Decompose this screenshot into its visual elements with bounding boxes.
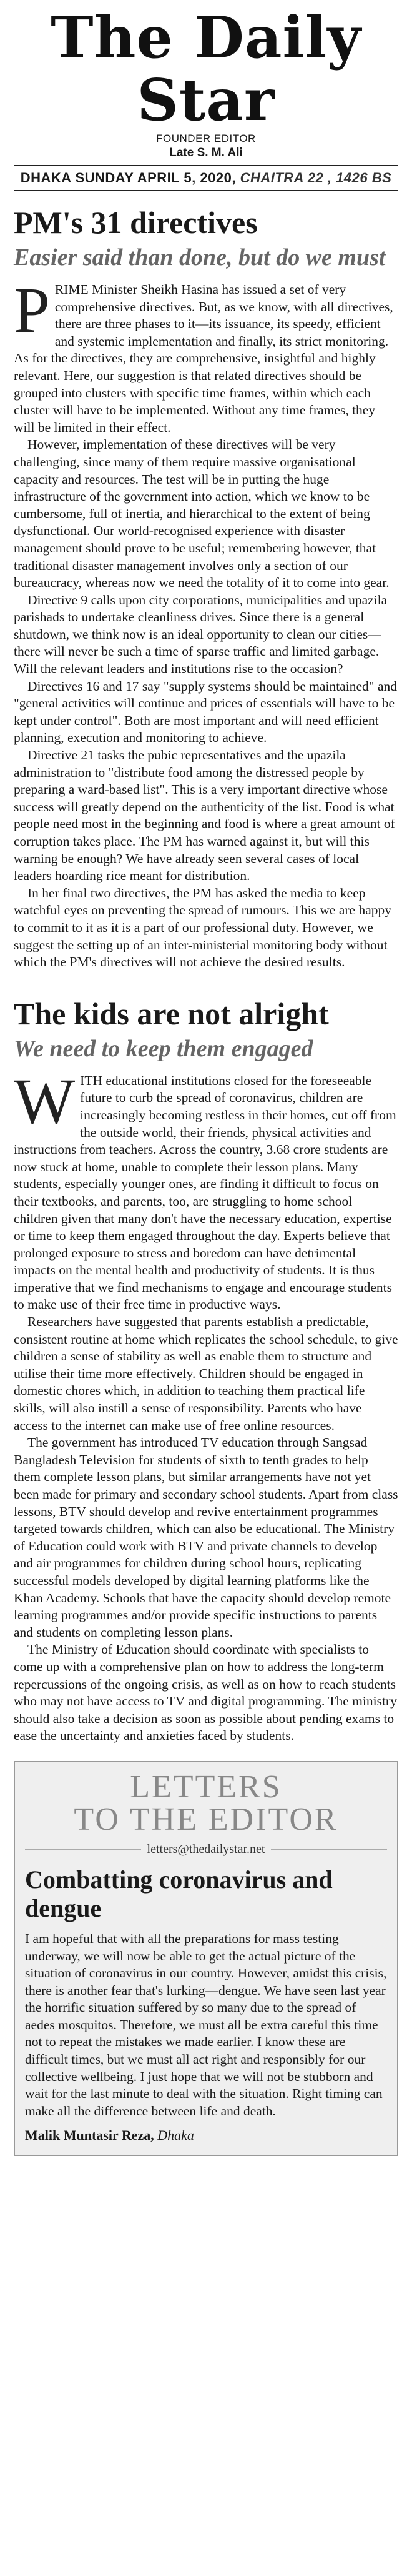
paragraph: Directives 16 and 17 say "supply systems should be maintained" and "general activities will continue and prices of essentials will have to be kept under control". Both are most important and will need efficient planning, execution and monitoring to achieve.: [14, 678, 397, 746]
section-gap: [14, 971, 398, 982]
editorial-kids: [14, 996, 398, 1745]
letters-to-the-editor: [14, 1761, 398, 2157]
paragraph-text: educational institutions closed for the foreseeable future to curb the spread of coronavirus, children are increasingly becoming restless in their homes, cut off from the outside world, their friends, physical activities and instructions from teachers. Across the country, 3.68 crore students are now stuck at home, unable to complete their lesson plans. Many students, especially younger ones, are finding it difficult to focus on their textbooks, and parents, too, are struggling to home school children given that many don't have the necessary education, expertise or time to keep them engaged throughout the day. Experts believe that prolonged exposure to stress and boredom can have detrimental impacts on the mental health and productivity of students. It is thus imperative that we find mechanisms to engage and encourage students to make use of their free time in productive ways.: [14, 1072, 396, 1312]
dateline: [14, 165, 398, 191]
paragraph-text: Minister Sheikh Hasina has issued a set of very comprehensive directives. But, as we know, with all directives, there are three phases to it—its issuance, its speedy, efficient and systemic implementation and finally, its strict monitoring. As for the directives, they are comprehensive, insightful and highly relevant. Here, our suggestion is that related directives should be grouped into clusters with specific time frames, within which each cluster will have to be implemented. Without any time frames, they will be limited in their effect.: [14, 282, 393, 435]
paragraph: Directive 21 tasks the pubic representatives and the upazila administration to "distribute food among the distressed people by preparing a ward-based list". This is a very important directive whose success will greatly depend on the authenticity of the list. Food is what people need most in the beginning and food is where a great amount of corruption takes place. The PM has warned against it, but will this warning be enough? We have already seen several cases of local leaders hoarding rice meant for distribution.: [14, 747, 395, 884]
paragraph: I am hopeful that with all the preparations for mass testing underway, we will now be able to get the actual picture of the situation of coronavirus in our country. However, amidst this crisis, there is another fear that's lurking—dengue. We have seen last year the horrific situation suffered by so many due to the spread of aedes mosquitos. Therefore, we must all be extra careful this time not to repeat the mistakes we made earlier. I know these are difficult times, but we must all act right and responsibly for our collective wellbeing. I just hope that we will not be stubborn and wait for the last minute to deal with the situation. Right timing can make all the difference between life and death.: [25, 1930, 387, 2119]
paragraph: The government has introduced TV education through Sangsad Bangladesh Television for students of sixth to tenth grades to help them complete lesson plans, but similar arrangements have not yet been made for primary and secondary school students. Apart from class lessons, BTV should develop and revive entertainment programmes targeted towards children, which can also be educational. The Ministry of Education could work with BTV and private channels to develop and air programmes for children during school hours, replicating successful models developed by digital learning platforms like the Khan Academy. Schools that have the capacity should develop remote learning programmes and/or provide specific instructions to parents and students on completing lesson plans.: [14, 1435, 398, 1640]
lead-caps: ITH: [80, 1072, 102, 1088]
editorial-subhead: We need to keep them engaged: [14, 1035, 313, 1062]
divider: [271, 1849, 387, 1850]
drop-cap: W: [14, 1065, 76, 1137]
editorial-body: [14, 274, 398, 971]
letters-section-title: [25, 1771, 387, 1836]
letters-email-link[interactable]: letters@thedailystar.net: [147, 1842, 265, 1856]
masthead-title[interactable]: The Daily Star: [51, 4, 361, 134]
bangla-date-text: CHAITRA 22 , 1426 BS: [235, 170, 392, 186]
letters-title-line: LETTERS: [130, 1769, 282, 1805]
divider: [25, 1849, 141, 1850]
letters-email-row: [25, 1842, 387, 1857]
paragraph: Researchers have suggested that parents establish a predictable, consistent routine at home which replicates the school schedule, to give children a sense of stability as well as enable them to structure and utilise their time more effectively. Children should be engaged in domestic chores which, in addition to teaching them practical life skills, will also instill a sense of responsibility. Parents who have access to the internet can make use of free online resources.: [14, 1314, 398, 1433]
editorial-body: [14, 1065, 398, 1745]
editorial-subhead: Easier said than done, but do we must: [14, 244, 386, 271]
paragraph: However, implementation of these directives will be very challenging, since many of them require massive organisational capacity and resources. The test will be in putting the huge infrastructure of the government into action, which we know to be cumbersome, full of inertia, and hierarchical to the extent of being dysfunctional. Our world-recognised experience with disaster management should prove to be useful; remembering however, that traditional disaster management involves only a section of our bureaucracy, whereas now we need the totality of it to come into gear.: [14, 437, 390, 591]
founder-editor-name: Late S. M. Ali: [169, 146, 243, 159]
letter-place: Dhaka: [154, 2127, 194, 2144]
editorial-headline[interactable]: PM's 31 directives: [14, 205, 258, 240]
letter-body: [25, 1930, 387, 2120]
editorial-headline[interactable]: The kids are not alright: [14, 996, 329, 1031]
letters-title-line: TO THE EDITOR: [74, 1801, 338, 1837]
letter-signature: [25, 2127, 387, 2144]
letter-author: Malik Muntasir Reza,: [25, 2127, 154, 2144]
letter-headline[interactable]: Combatting coronavirus and dengue: [25, 1865, 333, 1922]
paragraph: In her final two directives, the PM has asked the media to keep watchful eyes on preventing the spread of rumours. This we are happy to commit to it as it is a part of our professional duty. However, we suggest the setting up of an inter-ministerial monitoring body without which the PM's directives will not achieve the desired results.: [14, 885, 392, 970]
founder-editor-label: FOUNDER EDITOR: [156, 132, 256, 144]
paragraph: The Ministry of Education should coordinate with specialists to come up with a comprehensive plan on how to address the long-term repercussions of the ongoing crisis, as well as on how to reach students who may not have access to TV and digital programming. The ministry should also take a decision as soon as possible about pending exams to ease the uncertainty and anxieties faced by students.: [14, 1642, 397, 1744]
paragraph: [14, 274, 398, 436]
drop-cap: P: [14, 274, 50, 346]
paragraph: [14, 1065, 398, 1314]
paragraph: Directive 9 calls upon city corporations, municipalities and upazila parishads to undertake cleanliness drives. Since there is a general shutdown, we think now is an ideal opportunity to clean our cities—there will never be such a time of sparse traffic and limited garbage. Will the relevant leaders and institutions rise to the occasion?: [14, 592, 388, 677]
date-text: DHAKA SUNDAY APRIL 5, 2020,: [20, 170, 236, 186]
masthead: [14, 6, 398, 191]
editorial-pm-directives: [14, 205, 398, 971]
lead-caps: RIME: [54, 282, 89, 297]
